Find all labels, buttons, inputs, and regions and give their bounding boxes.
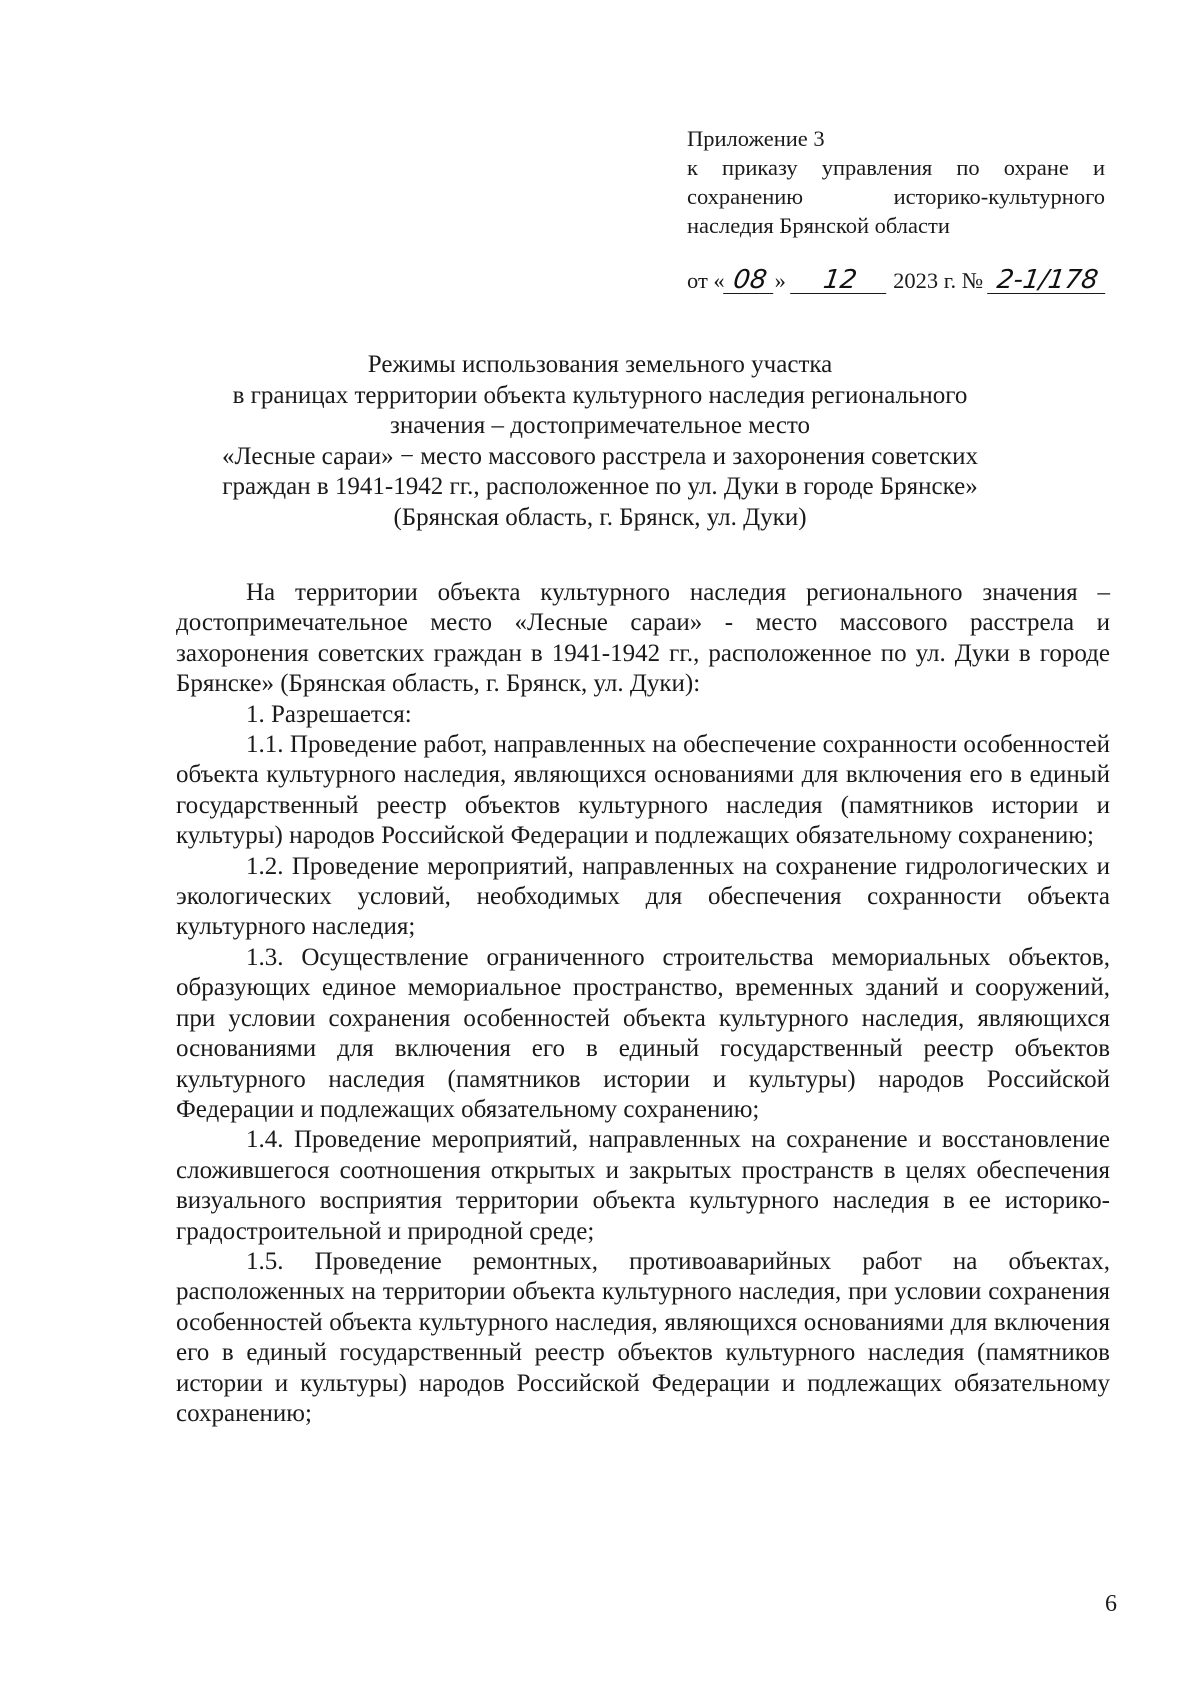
appendix-word: сохранению bbox=[687, 184, 804, 209]
ref-mid: » bbox=[774, 268, 792, 293]
title-line: «Лесные сараи» − место массового расстрела и захоронения советских bbox=[222, 442, 978, 470]
appendix-line-1 bbox=[687, 153, 1105, 182]
clause-1-1: 1.1. Проведение работ, направленных на обеспечение сохранности особенностей объекта культурного наследия, являющихся основаниями для включения его в единый государственный реестр объектов культурного наследия (памятников истории и культуры) народов Российской Федерации и подлежащих обязательному сохранению; bbox=[176, 731, 1110, 850]
clause-1-2: 1.2. Проведение мероприятий, направленных на сохранение гидрологических и экологических условий, необходимых для обеспечения сохранности объекта культурного наследия; bbox=[176, 852, 1110, 941]
appendix-word: управления bbox=[821, 155, 933, 180]
clause-1-5: 1.5. Проведение ремонтных, противоаварийных работ на объектах, расположенных на территории объекта культурного наследия, при условии сохранения особенностей объекта культурного наследия, являющихся основаниями для включения его в единый государственный реестр объектов культурного наследия (памятников истории и культуры) народов Российской Федерации и подлежащих обязательному сохранению; bbox=[176, 1247, 1110, 1427]
handwritten-day: 08 bbox=[723, 267, 777, 294]
clause-1-4: 1.4. Проведение мероприятий, направленных на сохранение и восстановление сложившегося соотношения открытых и закрытых пространств в целях обеспечения визуального восприятия территории объекта культурного наследия в ее историко- градостроительной и природной среде; bbox=[176, 1126, 1110, 1245]
page-number: 6 bbox=[1105, 1591, 1117, 1617]
title-line: граждан в 1941-1942 гг., расположенное по ул. Дуки в городе Брянске» bbox=[222, 473, 978, 501]
intro-paragraph: На территории объекта культурного наследия регионального значения – достопримечательное место «Лесные сараи» - место массового расстрела и захоронения советских граждан в 1941-1942 гг., расположенное по ул. Дуки в городе Брянске» (Брянская область, г. Брянск, ул. Дуки): bbox=[176, 579, 1110, 698]
appendix-word: и bbox=[1093, 155, 1106, 180]
handwritten-order-number: 2-1/178 bbox=[987, 267, 1109, 294]
clause-1-3: 1.3. Осуществление ограниченного строительства мемориальных объектов, образующих единое мемориальное пространство, временных зданий и сооружений, при условии сохранения особенностей объекта культурного наследия, являющихся основаниями для включения его в единый государственный реестр объектов культурного наследия (памятников истории и культуры) народов Российской Федерации и подлежащих обязательному сохранению; bbox=[176, 943, 1110, 1123]
appendix-line-3: наследия Брянской области bbox=[687, 213, 950, 238]
appendix-line-2 bbox=[687, 182, 1105, 211]
document-title bbox=[150, 350, 1050, 534]
appendix-word: охране bbox=[1003, 155, 1069, 180]
title-line: значения – достопримечательное место bbox=[389, 412, 811, 440]
ref-year: 2023 г. № bbox=[887, 268, 989, 293]
handwritten-month: 12 bbox=[790, 267, 890, 294]
appendix-word: приказу bbox=[722, 155, 798, 180]
order-reference bbox=[687, 266, 1117, 296]
document-body bbox=[176, 578, 1110, 1429]
section-heading-allowed: 1. Разрешается: bbox=[246, 700, 412, 728]
title-line: в границах территории объекта культурного наследия регионального bbox=[232, 381, 968, 409]
title-line: Режимы использования земельного участка bbox=[367, 351, 833, 378]
appendix-title: Приложение 3 bbox=[687, 126, 825, 151]
ref-prefix: от « bbox=[687, 268, 725, 293]
appendix-word: историко-культурного bbox=[893, 184, 1105, 209]
title-line: (Брянская область, г. Брянск, ул. Дуки) bbox=[393, 503, 807, 531]
appendix-word: по bbox=[956, 155, 980, 180]
appendix-word: к bbox=[687, 155, 698, 180]
appendix-header bbox=[687, 124, 1105, 240]
